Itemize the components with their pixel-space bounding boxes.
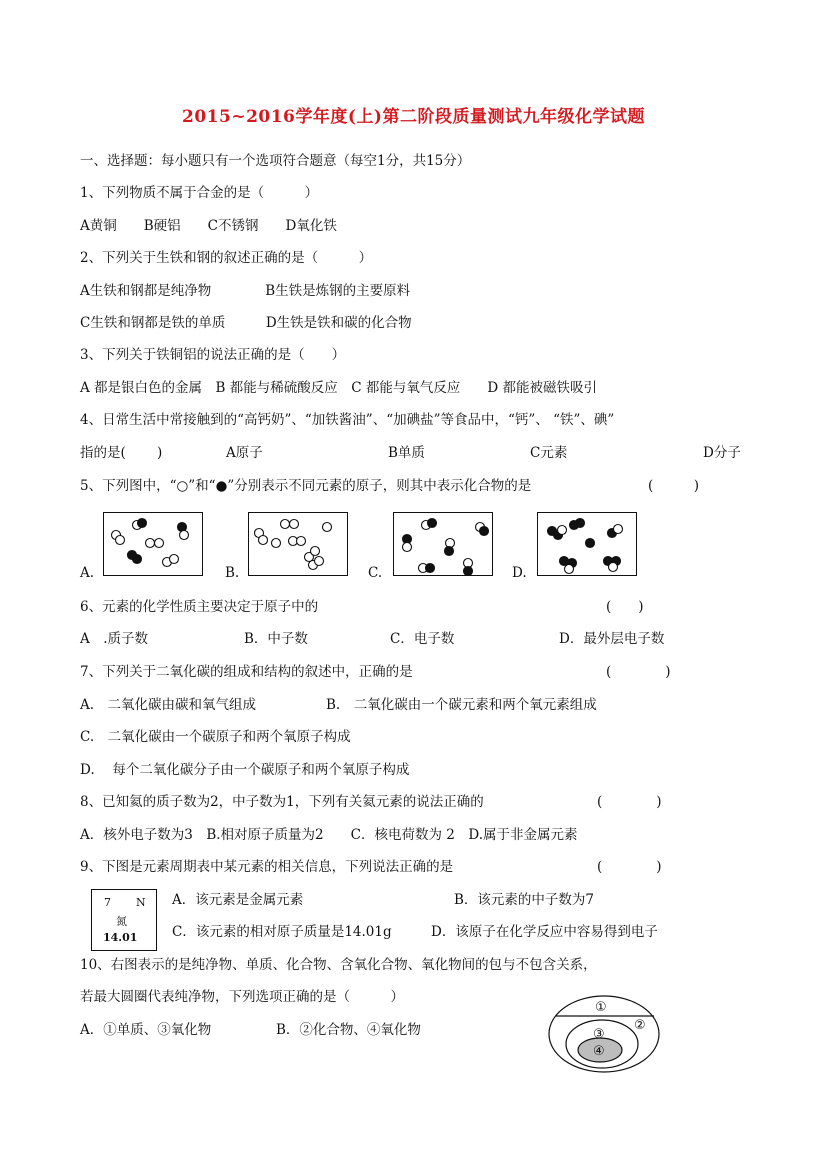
question-3-stem: 3、下列关于铁铜铝的说法正确的是（ ） [80,347,346,363]
question-7-option-b: B. 二氧化碳由一个碳元素和两个氧元素组成 [326,697,597,713]
question-9-option-a: A．该元素是金属元素 [172,892,304,908]
question-6-option-a: A .质子数 [80,631,149,647]
q5-diagram-b [248,512,348,576]
page-title: 2015~2016学年度(上)第二阶段质量测试九年级化学试题 [182,107,645,127]
question-4-option-c: C元素 [530,445,568,461]
question-9-paren: ( ) [597,859,662,875]
venn-diagram [540,990,670,1076]
question-6-option-b: B．中子数 [244,631,308,647]
question-9-option-c: C．该元素的相对原子质量是14.01g [172,924,392,940]
element-name: 氮 [116,915,127,928]
question-1-options: A黄铜 B硬铝 C不锈钢 D氧化铁 [80,218,337,234]
question-5-paren: ( ) [648,478,700,494]
q5-label-c: C. [368,565,383,581]
question-4-stem: 4、日常生活中常接触到的“高钙奶”、“加铁酱油”、“加碘盐”等食品中，“钙”、 “铁”、碘” [80,412,615,428]
question-8-paren: ( ) [597,794,662,810]
question-7-option-a: A. 二氧化碳由碳和氧气组成 [80,697,257,713]
question-10-line2: 若最大圆圈代表纯净物，下列选项正确的是（ ） [80,989,404,1005]
venn-label-3: ③ [593,1027,605,1042]
question-4-prefix: 指的是( ) [80,445,163,461]
q5-label-a: A. [80,565,95,581]
element-symbol: N [136,896,146,909]
question-9-option-b: B．该元素的中子数为7 [454,892,595,908]
question-2-stem: 2、下列关于生铁和钢的叙述正确的是（ ） [80,250,373,266]
question-4-option-b: B单质 [388,445,425,461]
q5-diagram-a [103,512,203,576]
venn-label-1: ① [595,1000,607,1015]
question-7-option-d: D. 每个二氧化碳分子由一个碳原子和两个氧原子构成 [80,762,410,778]
question-9-option-d: D．该原子在化学反应中容易得到电子 [431,924,658,940]
question-10-option-a: A．①单质、③氧化物 [80,1022,212,1038]
question-3-options: A 都是银白色的金属 B 都能与稀硫酸反应 C 都能与氧气反应 D 都能被磁铁吸引 [80,380,597,396]
question-10-option-b: B．②化合物、④氧化物 [276,1022,421,1038]
atomic-mass: 14.01 [103,931,138,944]
q5-label-b: B. [225,565,240,581]
section-heading: 一、选择题：每小题只有一个选项符合题意（每空1分，共15分） [80,153,471,169]
q5-diagram-c [393,512,493,576]
periodic-table-cell [91,889,157,951]
question-7-paren: ( ) [606,664,671,680]
question-1-stem: 1、下列物质不属于合金的是（ ） [80,185,319,201]
question-4-option-d: D分子 [703,445,741,461]
q5-diagram-d [537,512,637,576]
question-7-option-c: C. 二氧化碳由一个碳原子和两个氧原子构成 [80,729,351,745]
question-10-stem: 10、右图表示的是纯净物、单质、化合物、含氧化合物、氧化物间的包与不包含关系， [80,957,597,973]
question-5-stem: 5、下列图中，“○”和“●”分别表示不同元素的原子，则其中表示化合物的是 [80,478,532,494]
question-7-stem: 7、下列关于二氧化碳的组成和结构的叙述中，正确的是 [80,664,413,680]
question-9-stem: 9、下图是元素周期表中某元素的相关信息，下列说法正确的是 [80,859,454,875]
question-4-option-a: A原子 [226,445,263,461]
venn-label-4: ④ [593,1044,605,1059]
question-2-options-row1: A生铁和钢都是纯净物 B生铁是炼钢的主要原料 [80,283,411,299]
question-8-options: A．核外电子数为3 B.相对原子质量为2 C．核电荷数为 2 D.属于非金属元素 [80,827,578,843]
venn-label-2: ② [634,1018,646,1033]
question-6-option-d: D．最外层电子数 [559,631,665,647]
question-6-paren: ( ) [606,599,644,615]
question-2-options-row2: C生铁和钢都是铁的单质 D生铁是铁和碳的化合物 [80,315,412,331]
q5-label-d: D. [512,565,527,581]
atomic-number: 7 [104,896,111,909]
question-6-stem: 6、元素的化学性质主要决定于原子中的 [80,599,319,615]
question-6-option-c: C．电子数 [390,631,455,647]
question-8-stem: 8、已知氦的质子数为2，中子数为1，下列有关氦元素的说法正确的 [80,794,484,810]
